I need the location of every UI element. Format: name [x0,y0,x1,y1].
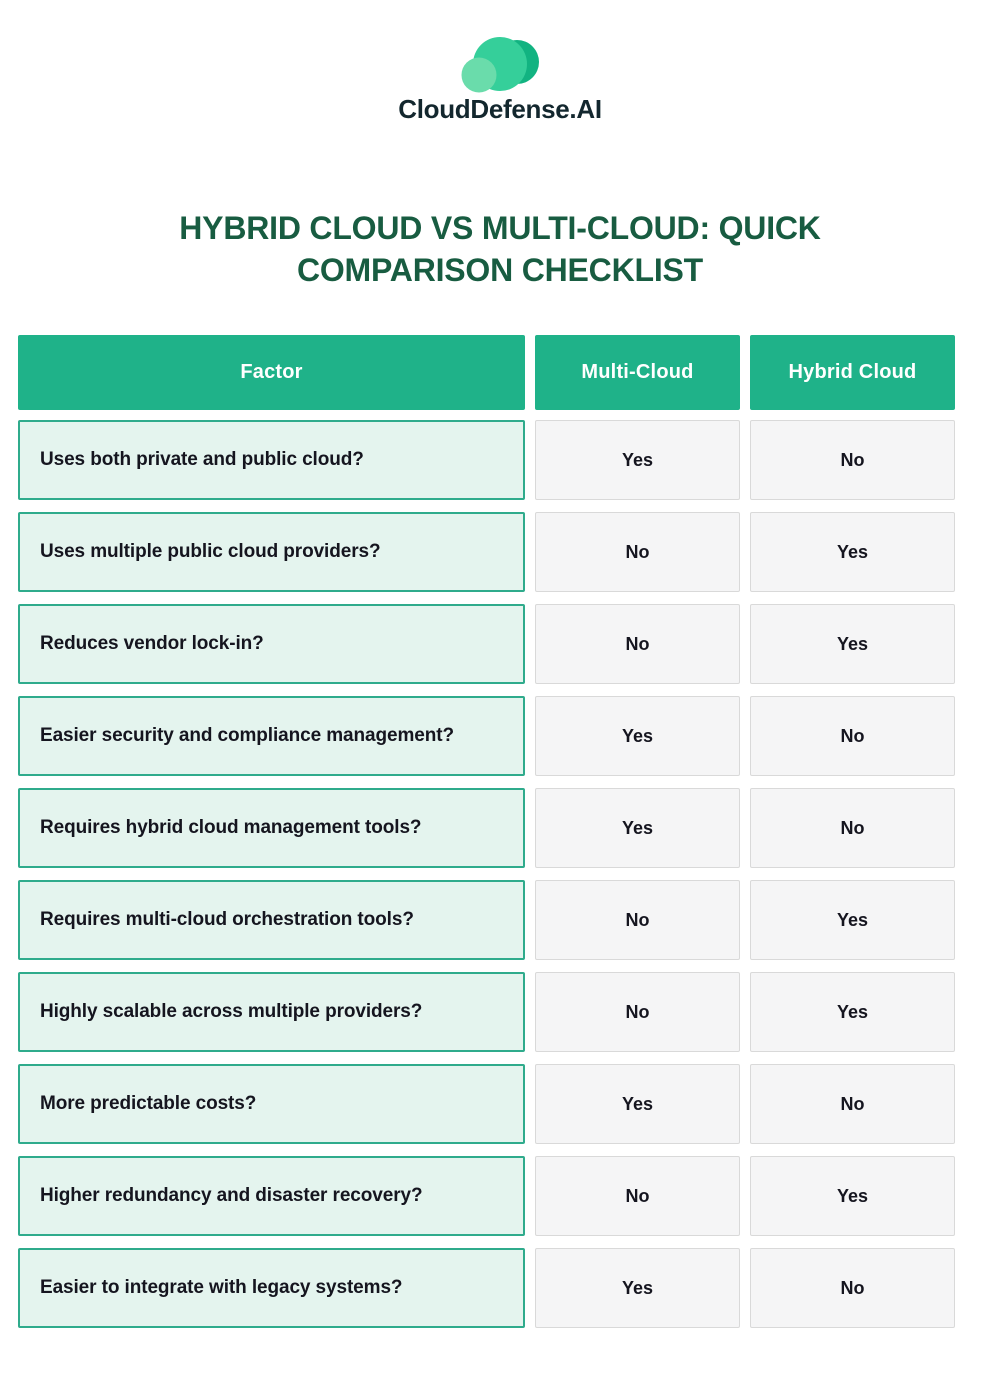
table-row [18,420,955,500]
column-header-hybrid-cloud: Hybrid Cloud [750,335,955,410]
column-header-multi-cloud: Multi-Cloud [535,335,740,410]
page-title [0,207,1000,291]
table-row [18,512,955,592]
factor-cell: Easier to integrate with legacy systems? [18,1248,525,1328]
cloud-logo-icon [460,34,540,94]
hybrid-cloud-cell: Yes [750,880,955,960]
multi-cloud-cell: Yes [535,1248,740,1328]
table-row [18,604,955,684]
factor-cell: Higher redundancy and disaster recovery? [18,1156,525,1236]
page-title-line1: HYBRID CLOUD VS MULTI-CLOUD: QUICK [179,210,821,246]
table-row [18,788,955,868]
factor-cell: Reduces vendor lock-in? [18,604,525,684]
hybrid-cloud-cell: No [750,1064,955,1144]
multi-cloud-cell: Yes [535,696,740,776]
brand-name: CloudDefense.AI [398,94,602,124]
hybrid-cloud-cell: Yes [750,1156,955,1236]
hybrid-cloud-cell: No [750,1248,955,1328]
table-body [18,420,955,1328]
column-header-factor: Factor [18,335,525,410]
multi-cloud-cell: No [535,512,740,592]
hybrid-cloud-cell: Yes [750,512,955,592]
comparison-table [18,335,955,1328]
table-header-row [18,335,955,410]
multi-cloud-cell: Yes [535,788,740,868]
multi-cloud-cell: No [535,880,740,960]
factor-cell: Requires multi-cloud orchestration tools? [18,880,525,960]
hybrid-cloud-cell: No [750,696,955,776]
factor-cell: Highly scalable across multiple providers? [18,972,525,1052]
page-title-line2: COMPARISON CHECKLIST [296,252,704,288]
table-row [18,696,955,776]
hybrid-cloud-cell: No [750,788,955,868]
factor-cell: Uses multiple public cloud providers? [18,512,525,592]
multi-cloud-cell: No [535,1156,740,1236]
brand-header [0,0,1000,125]
hybrid-cloud-cell: No [750,420,955,500]
hybrid-cloud-cell: Yes [750,604,955,684]
factor-cell: Requires hybrid cloud management tools? [18,788,525,868]
table-row [18,1064,955,1144]
factor-cell: More predictable costs? [18,1064,525,1144]
table-row [18,1156,955,1236]
multi-cloud-cell: Yes [535,420,740,500]
table-row [18,1248,955,1328]
factor-cell: Easier security and compliance management? [18,696,525,776]
multi-cloud-cell: No [535,972,740,1052]
multi-cloud-cell: Yes [535,1064,740,1144]
hybrid-cloud-cell: Yes [750,972,955,1052]
table-row [18,972,955,1052]
multi-cloud-cell: No [535,604,740,684]
factor-cell: Uses both private and public cloud? [18,420,525,500]
table-row [18,880,955,960]
